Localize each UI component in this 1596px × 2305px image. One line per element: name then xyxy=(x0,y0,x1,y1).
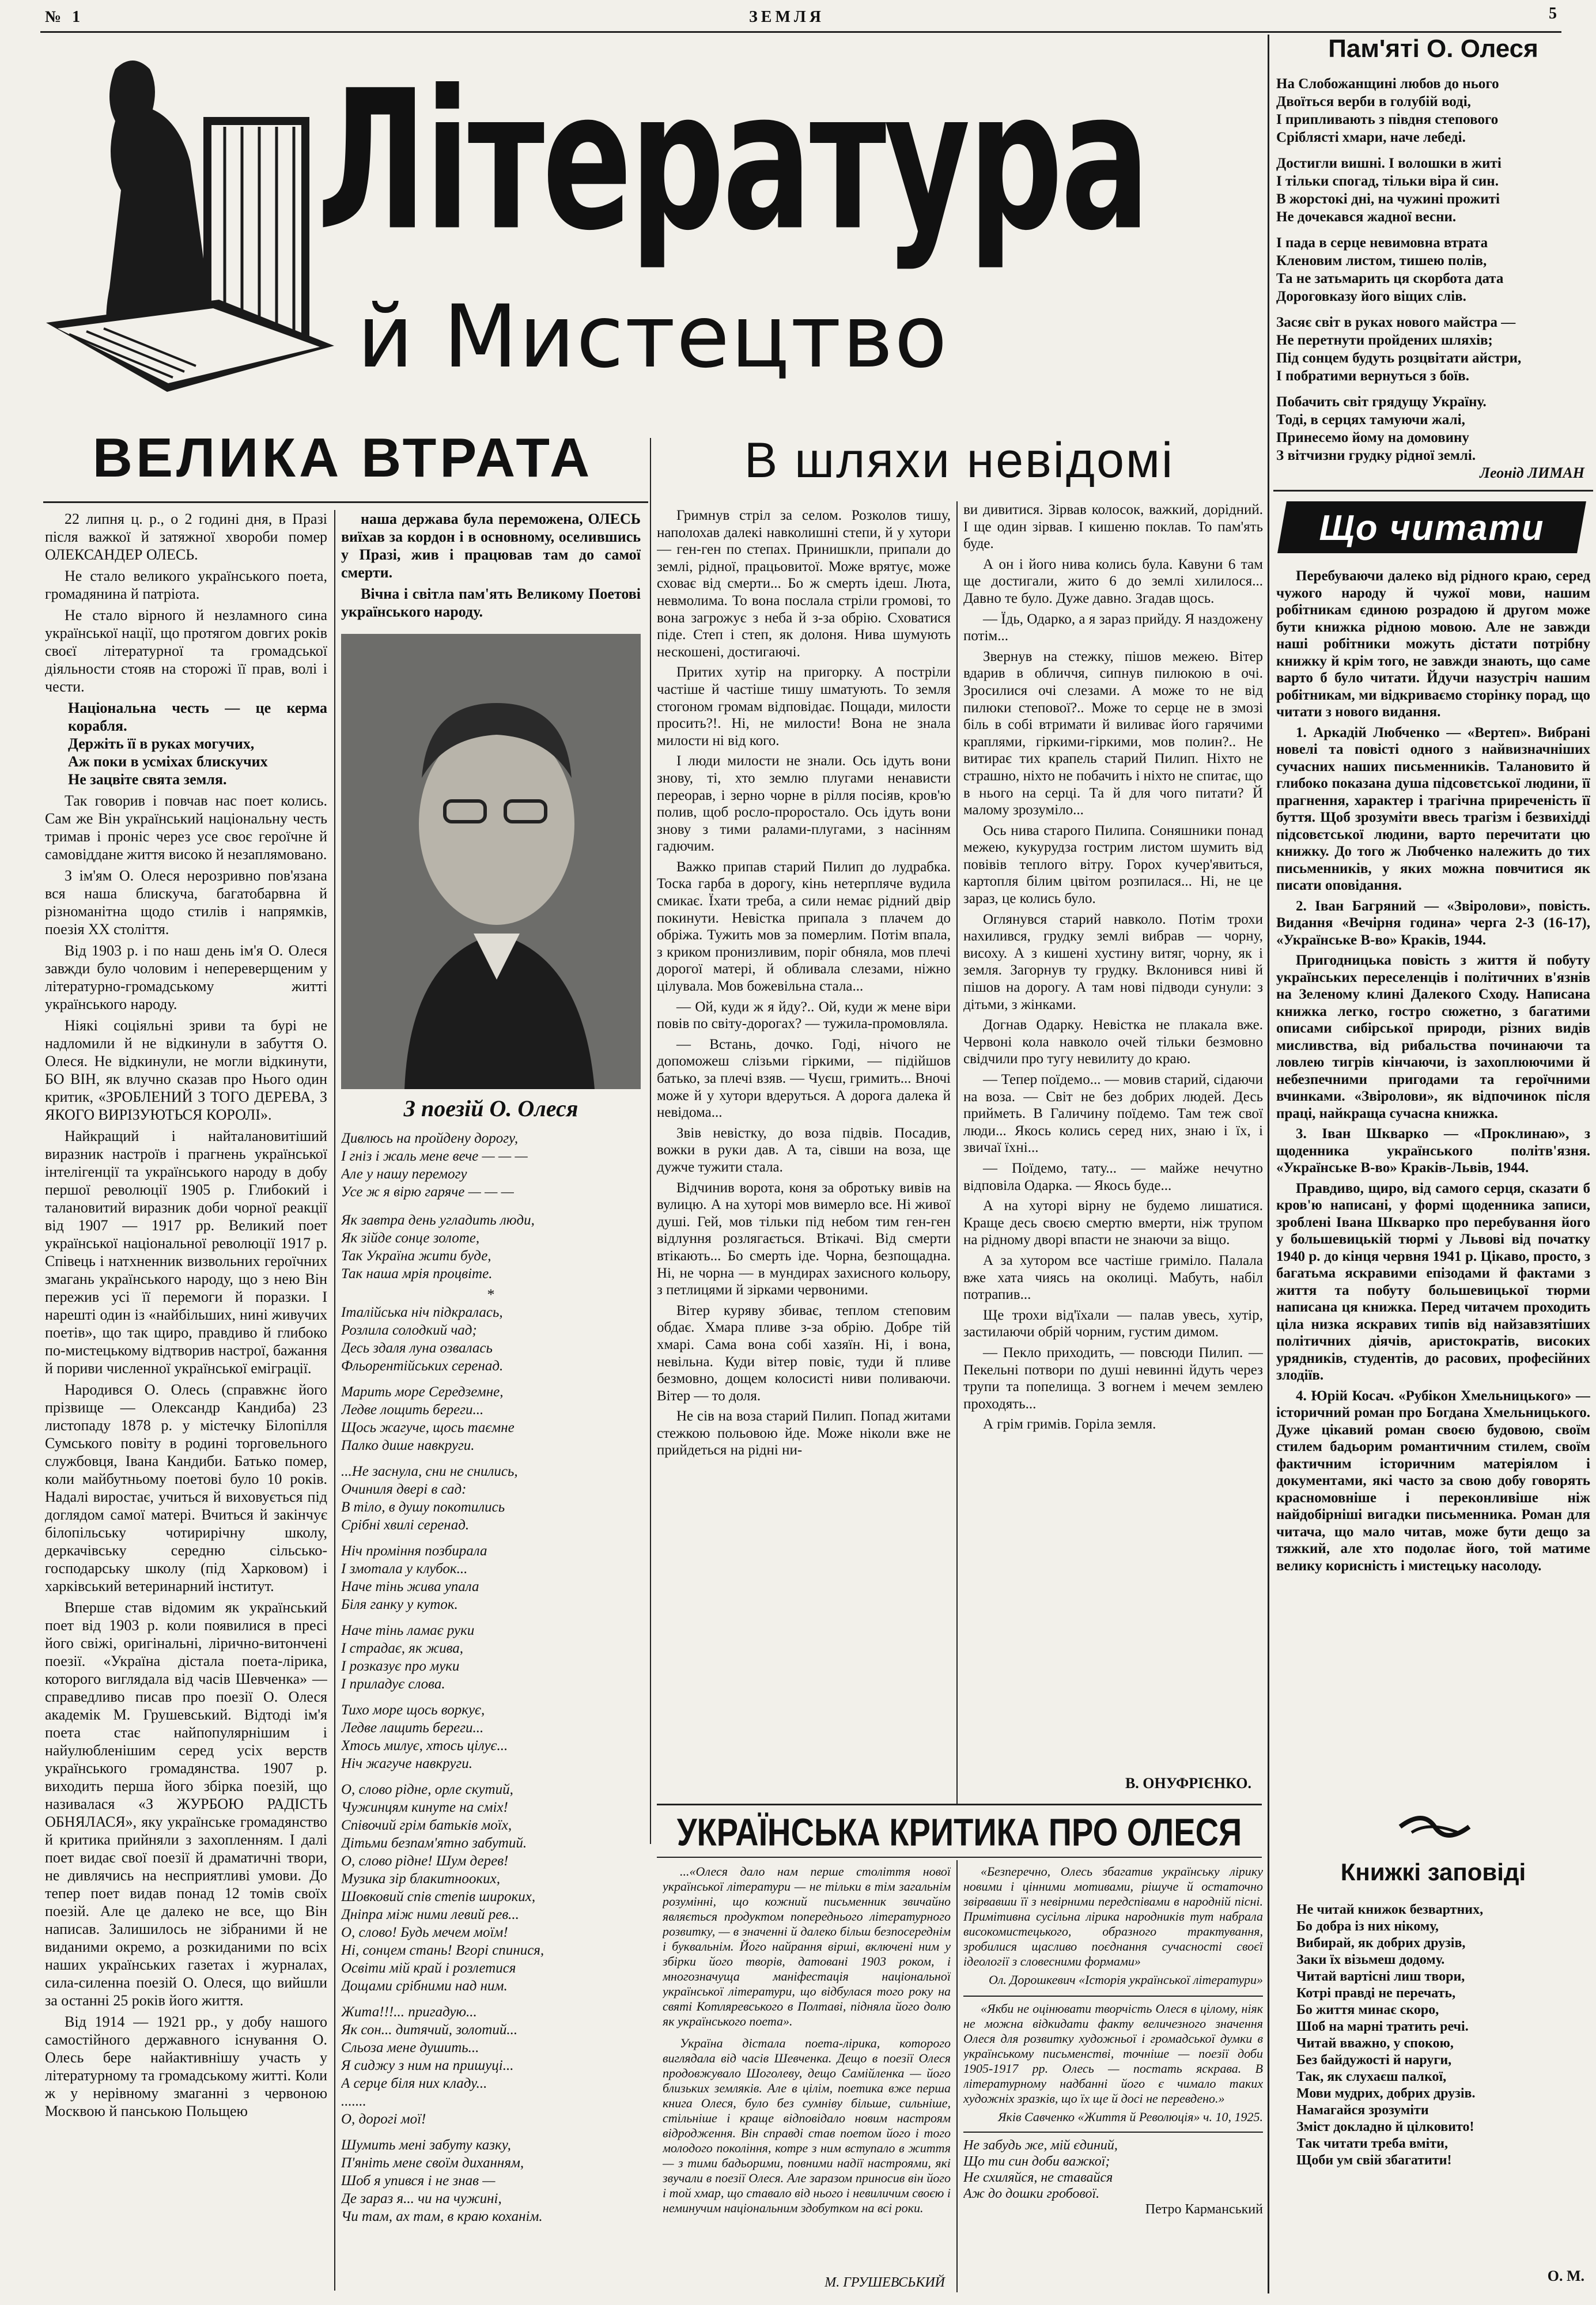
paragraph: Вперше став відомим як український поет від 1903 р. коли появилися в пресі його свіжі, оригінальні, лірично-витончені поезії. «Україна дістала поета-лірика, которого виглядала від часів Шевченка» — справедливо писав про поезії О. Олеся академік М. Грушевський. Відтоді ім'я поета стає найпопулярнішим і найулюбленішим серед усіх верств українського громадянства. 1907 р. виходить перша його збірка поезій, що називалася «З ЖУРБОЮ РАДІСТЬ ОБНЯЛАСЯ», яку українське громадянство й критика прийняли з захопленням. І далі поет видає свої поезії й драматичні твори, не дивлячись на несприятливі умови. До тепер поет видав понад 12 томів своїх поезій. Але це далеко не все, що Він написав. Залишилось не зібраними й не виданими окремо, а розкиданими по всіх наших українських газетах і журналах, сила-силенна поезій О. Олеся, що вийшли за останні 25 років його життя. xyxy=(45,1599,327,2009)
loss-middle-column xyxy=(341,510,641,624)
paragraph: — Пекло приходить, — повсюди Пилип. — Пекельні потвори по душі невинні йдуть через трупи та попелища. З вогнем і мечем землею проходять... xyxy=(963,1344,1263,1412)
loss-headline: ВЕЛИКА ВТРАТА xyxy=(92,427,593,489)
paragraph: Перебуваючи далеко від рідного краю, серед чужого народу й чужої мови, нашим робітникам єдиною розрадою й другом може бути книжка рідною мовою. Але не завжди наші робітники можуть дістати потрібну книжку й крім того, не завжди знають, що саме варто б було читати. Йдучи назустріч нашим робітникам, ми відкриваємо сторінку порад, що читати з нового видання. xyxy=(1276,568,1590,720)
paragraph: Вічна і світла пам'ять Великому Поетові українського народу. xyxy=(341,585,641,620)
poem: Італійська ніч підкралась, Розлила солодкий чад; Десь здаля луна озвалась Фльорентійських серенад. xyxy=(341,1305,504,1374)
book-recommendation: 4. Юрій Косач. «Рубікон Хмельницького» — історичний роман про Богдана Хмельницького. Дуже цікавий роман своєю будовою, своїм стилем бадьорим романтичним стилем, своїм фактичним історичним матеріялом і документами, які часто за свою добу говорять красномовніше і переконливіше ніж найдобірніші вигадки письменника. Роман для читача, що мало читав, може бути дещо за тяжкий, але хто подолає його, той матиме велику корисність і мистецьку насолоду. xyxy=(1276,1388,1590,1574)
paragraph: Догнав Одарку. Невістка не плакала вже. Червоні кола навколо очей тільки безмовно свідчили про тугу невилиту до краю. xyxy=(963,1017,1263,1067)
paragraph: Народився О. Олесь (справжнє його прізвище — Олександр Кандиба) 23 листопаду 1878 р. у містечку Білопілля Сумського повіту в родині торговельного службовця, Івана Кандиби. Батько помер, коли майбутньому поетові було 10 років. Надалі виростає, учиться й виховується під доглядом самої матері. Вчиться й закінчує білопільську чотирирічну школу, деркачівську середню сільсько-господарську школу (під Харковом) і харківський ветеринарний інститут. xyxy=(45,1381,327,1594)
paragraph: Не стало великого українського поета, громадянина й патріота. xyxy=(45,568,327,602)
story-column-2 xyxy=(963,501,1263,1763)
commandments-title: Книжкі заповіді xyxy=(1340,1858,1526,1885)
stanza: І пада в серце невимовна втрата Кленовим листом, тишею полів, Та не затьмарить ця скорбота дата Дороговказу його віщих слів. xyxy=(1276,235,1504,304)
book-recommendation: 1. Аркадій Любченко — «Вертеп». Вибрані новелі та повісті одного з найвизначніших сучасних наших письменників. Талановито й глибоко показана душа підсовєтської людини, її прагнення, характер і трагічна приреченість її буття. Щоб зрозуміти ввесь трагізм і безвихідді підсовєтської людини, варто перечитати цю книжку. До того ж Любченко належить до тих письменників, у яких можна повчитися як писати оповідання. xyxy=(1276,724,1590,893)
criticism-right-column xyxy=(963,1864,1263,2296)
criticism-left-column xyxy=(663,1864,951,2291)
poem: Марить море Середземне, Ледве лощить береги... Щось жагуче, щось таємне Палко дише навкруги. xyxy=(341,1384,515,1453)
paragraph: І люди милости не знали. Ось ідуть вони знову, ті, хто землю плугами ненависти переорав, і зерно чорне в рілля посіяв, кров'ю полив, щоб росло-проростало. Ось ідуть вони знову з тими ралами-плугами, з насінням гадючим. xyxy=(657,753,951,855)
muse-with-harp-illustration xyxy=(35,46,357,403)
paragraph: А на хуторі вірну не будемо лишатися. Краще десь своєю смертю вмерти, ніж трупом на рідному дворі впасти не знаючи за віщо. xyxy=(963,1198,1263,1248)
paper-name: ЗЕМЛЯ xyxy=(749,8,825,26)
paragraph: наша держава була переможена, ОЛЕСЬ виїхав за кордон і в основному, оселившись у Празі, жив і працював там до самої смерти. xyxy=(341,511,641,581)
portrait-caption: З поезій О. Олеся xyxy=(403,1095,578,1121)
paragraph: Не стало вірного й незламного сина української нації, що протягом довгих років своєї літературної та громадської діяльности стояв на сторожі її прав, волі і чести. xyxy=(45,607,327,695)
poem: Дивлюсь на пройдену дорогу, І гніз і жаль мене вече — — — Але у нашу перемогу Усе ж я вірю гаряче — — — xyxy=(341,1131,528,1200)
paragraph: ви дивитися. Зірвав колосок, важкий, дорідний. І ще один зірвав. І кишеню поклав. То пам'ять буде. xyxy=(963,502,1263,552)
paragraph: Гримнув стріл за селом. Розколов тишу, наполохав далекі навколишні степи, й у хутори — ген-ген по степах. Принишкли, припали до землі, рідної, працьовитої. Може врятує, може сховає від смерти... Бо ж смерть ідеш. Люта, невмолима. То вона послала стріли громові, то вона загрожує з неба й з-за обрію. Сховатися піде. Степ і степ, як долоня. Нива шумують нескошені, достигаючі. xyxy=(657,508,951,660)
paragraph: З ім'ям О. Олеся нерозривно пов'язана вся наша блискуча, багатобарвна й різноманітна щодо стилів і напрямків, поезія XX століття. xyxy=(45,867,327,938)
paragraph: Ще трохи від'їхали — палав увесь, хутір, застилаючи обрій чорним, густим димом. xyxy=(963,1307,1263,1340)
story-author: В. ОНУФРІЄНКО. xyxy=(1125,1775,1251,1792)
reading-column xyxy=(1276,568,1590,1881)
poem-author: Петро Карманський xyxy=(1145,2202,1263,2217)
commandments-author: О. М. xyxy=(1547,2268,1584,2284)
quoted-verse: Національна честь — це керма корабля. Держіть її в руках могучих, Аж поки в усміхах блискучих Не зацвіте свята земля. xyxy=(68,700,327,788)
portrait-of-oles xyxy=(341,634,641,1089)
poem: Наче тінь ламає руки І страдає, як жива, І розказує про муки І приладує слова. xyxy=(341,1623,475,1692)
paragraph: А за хутором все частіше гриміло. Палала вже хата чиясь на околиці. Мабуть, набіл потрапив... xyxy=(963,1252,1263,1303)
poem: Жита!!!... пригадую... Як сон... дитячий, золотий... Сльоза мене душить... Я сиджу з ним на пришуці... А серце біля них кладу... ....... О, дорогі мої! xyxy=(341,2004,518,2127)
critic-author: Яків Савченко «Життя й Революція» ч. 10, 1925. xyxy=(998,2110,1263,2124)
stanza: Засяє світ в руках нового майстра — Не перетнути пройдених шляхів; Під сонцем будуть розцвітати айстри, І побратими вернуться з боїв. xyxy=(1276,315,1522,384)
paragraph: — Їдь, Одарко, а я зараз прийду. Я наздожену потім... xyxy=(963,611,1263,644)
paragraph: Так говорив і повчав нас поет колись. Сам же Він український національну честь тримав і проніс через усе своє героїчне й самовіддане життя високо й незаплямовано. xyxy=(45,792,327,863)
paragraph: Оглянувся старий навколо. Потім трохи нахилився, грудку землі вибрав — чорну, висоху. А з кишені хустину витяг, чорну, як і земля. Загорнув ту грудку. Вклонився ниві й пішов на дорогу. А там нові підводи сунули: з дітьми, з жінками. xyxy=(963,911,1263,1012)
book-recommendation: Пригодницька повість з життя й побуту українських переселенців і політичних в'язнів на Зеленому клині Далекого Сходу. Написана книжка легко, гостро сюжетно, з багатими описами сибірської природи, різних видів мисливства, від рибальства починаючи та ловлею тигрів кінчаючи, із захоплюючими й небезпечними пригодами та героїчними вчинками. «Звіролови», як відпочинок після праці, найкраща сучасна книжка. xyxy=(1276,953,1590,1121)
critic-quote: Україна дістала поета-лірика, которого виглядала від часів Шевченка. Дещо в поезії Олеся продовжувало Шоголеву, дещо Самійленка — його близьких земляків. Але в цілім, поетика вже перша книга Олеся, було без сумніву більше, сильніше, стільніше і краще відповідало новим настроям відродження. Він справді став поетом його і того молодого покоління, котре з ним вступало в життя — з тими бадьорими, повними надії настроями, які звучали в поезії Олеся. Але заразом приносив він його і той хмар, що ставало від нього і невиличим своєю і неминучим національним здобутком на всі роки. xyxy=(663,2036,951,2215)
paragraph: — Поїдемо, тату... — майже нечутно відповіла Одарка. — Якось буде... xyxy=(963,1160,1263,1193)
masthead xyxy=(35,46,1262,403)
paragraph: Найкращий і найталановитіший виразник настроїв і прагнень української інтелігенції та українського народу в добу першої революції 1905 р. Глибокий і талановитий виразник доби чорної реакції від 1907 — 1917 рр. Великий поет української національної революції 1917 р. Співець і натхненник визвольних героїчних змагань українського народу, що з нею Він пережив усі її перемоги й поразки. І нарешті один із «найбільших, нині живучих поетів», що так щиро, правдиво й глибоко по-мистецькому відтворив настрої, бажання й пориви численної української еміграції. xyxy=(45,1128,327,1377)
critic-author: Ол. Дорошкевич «Історія української літератури» xyxy=(988,1973,1263,1987)
paragraph: Звів невістку, до воза підвів. Посадив, вожки в руки дав. А та, сівши на воза, ще дужче тужити стала. xyxy=(657,1125,951,1175)
page-number: 5 xyxy=(1549,5,1560,22)
paragraph: Вітер куряву збиває, теплом степовим обдає. Хмара пливе з-за обрію. Добре тій хмарі. Сама вона собі хазяїн. Ні, і вона, невільна. Куди вітер повіє, туди й пливе безмовно, дощем колосисті ниви поливаючи. Вітер — то доля. xyxy=(657,1302,951,1404)
paragraph: — Ой, куди ж я йду?.. Ой, куди ж мене віри повів по світу-дорогах? — тужила-промовляла. xyxy=(657,999,951,1032)
stanza: Достигли вишні. І волошки в житі І тільки спогад, тільки віра й син. В жорстокі дні, на чужині прожиті Не дочекався жадної весни. xyxy=(1276,156,1502,225)
poems-column xyxy=(341,1129,641,2293)
poem: ...Не заснула, сни не снились, Очиниля двері в сад: В тіло, в душу покотились Срібні хвилі серенад. xyxy=(341,1464,518,1533)
poem: О, слово рідне, орле скутий, Чужинцям кинуте на сміх! Співочий грім батьків моїх, Дітьми безпам'ятно забутий. О, слово рідне! Шум дерев! Музика зір блакитнооких, Шовковий спів степів широких, Дніпра між ними левий рев... О, слово! Будь мечем моїм! Ні, сонцем стань! Вгорі спинися, Освіти мій край і розлетися Дощами срібними над ним. xyxy=(341,1782,544,1994)
masthead-line2: й Мистецтво xyxy=(357,287,948,387)
commandments-poem: Не читай книжок безвартних, Бо добра із них нікому, Вибирай, як добрих друзів, Заки їх візьмеш додому. Читай вартісні лиш твори, Котрі правді не перечать, Бо життя минає скоро, Шоб на марні тратить речі. Читай вважно, у спокою, Без байдужості й наруги, Так, як слухаєш палкої, Мови мудрих, добрих друзів. Намагайся зрозуміти Зміст докладно й цілковито! Так читати треба вміти, Щоби ум свій збагатити! xyxy=(1296,1902,1484,2168)
poem: Не забудь же, мій єдиний, Що ти син доби важкої; Не схиляйся, не ставайся Аж до дошки гробової. xyxy=(963,2138,1118,2201)
book-recommendation: 3. Іван Шкварко — «Проклинаю», з щоденника українського політв'язня. «Українське В-во» Краків-Львів, 1944. xyxy=(1276,1126,1590,1176)
paragraph: А он і його нива колись була. Кавуни 6 там ще достигали, жито 6 до землі хилилося... Давно те було. Дуже давно. Згадав щось. xyxy=(963,556,1263,606)
paragraph: Ніякі соціяльні зриви та бурі не надломили й не відкинули в забуття О. Олеся. Не відкинули, не могли відкинути, БО ВІН, як влучно сказав про Нього один критик, «ЗРОБЛЕНИЙ З ТОГО ДЕРЕВА, З ЯКОГО ВИРІЗУЮТЬСЯ КОРОЛІ». xyxy=(45,1017,327,1123)
paragraph: Звернув на стежку, пішов межею. Вітер вдарив в обличчя, сипнув пилюкою в очі. Зросилися очі слезами. А може то не від пилюки степової?.. Може то серце не в змозі біль в собі втримати й виливає його гарячими краплями, гіркими-гіркими, мов полин?.. Не витирає тих крапель старий Пилип. Ніхто не страшно, ніхто не побачить і ніхто не спитає, що в нього на серці. Та й для чого питати? Й малому зрозуміло... xyxy=(963,648,1263,818)
critic-quote: «Якби не оцінювати творчість Олеся в цілому, ніяк не можна відкидати факту величезного значення Олеся для розвитку художньої і громадської думки в українському письменстві, точніше — поезії доби 1905-1917 рр. Олесь — постать яскрава. В літературному надбанні його є чимало таких художніх зразків, що їх ще й досі не перевдено.» xyxy=(963,2001,1263,2106)
story-headline: В шляхи невідомі xyxy=(744,433,1175,488)
memory-title: Пам'яті О. Олеся xyxy=(1328,35,1538,63)
critic-quote: ...«Олеся дало нам перше століття нової української літератури — не тільки в тім загальнім розумінні, що кожний письменник звичайно являється продуктом попереднього літературного розвитку, — в значенні й далеко більш безпосереднім і буквальнім. Його найрання вірші, включені ним у збірки його творів, датовані 1903 роком, і многозначуща маніфестація національної української літератури, що відбулася того року на святі Котляревського в Полтаві, підняла його долю як українського поета». xyxy=(663,1864,951,2028)
paragraph: Притих хутір на пригорку. А постріли частіше й частіше тишу шматують. То земля стогоном громам відповідає. Пощади, милости просить?!. Ні, не милости! Вона не знала милости ні від кого. xyxy=(657,664,951,749)
paragraph: Відчинив ворота, коня за обротьку вивів на вулицю. А на хуторі мов вимерло все. Ні живої душі. Гей, мов тільки під небом тим ген-ген відлуння розлягається. Втікачі. Від смерти втікають... Бо смерть іде. Чорна, безпощадна. Ні, не чорна — в мундирах захисного кольору, з петлицями й зірками червоними. xyxy=(657,1180,951,1298)
poem: Як завтра день угладить люди, Як зійде сонце золоте, Так Україна жити буде, Так наша мрія процвіте. xyxy=(341,1212,535,1282)
poem: Шумить мені забуту казку, П'яніть мене своїм диханням, Шоб я упився і не знав — Де зараз я... чи на чужині, Чи там, ах там, в краю коханім. xyxy=(341,2137,543,2224)
issue-number: № 1 xyxy=(45,8,84,26)
stanza: Побачить світ грядущу Україну. Тоді, в серцях тамуючи жалі, Принесемо йому на домовину З вітчизни грудку рідної землі. xyxy=(1276,394,1487,463)
decorative-ornament xyxy=(1394,1809,1475,1844)
paragraph: Важко припав старий Пилип до лудрабка. Тоска гарба в дорогу, кінь нетерпляче вудила смикає. Їхати треба, а сили немає рідний двір покинути. Невістка припала з плачем до обріжа. Тужить мов за померлим. Потім впала, з криком пронизливим, поріг обняла, мов плечі дорогої матері, й обливала слезами, ніжно цілувала. Мов божевільна стала... xyxy=(657,859,951,995)
poem: Ніч проміння позбирала І змотала у клубок... Наче тінь жива упала Біля ганку у куток. xyxy=(341,1543,487,1612)
paragraph: Від 1914 — 1921 рр., у добу нашого самостійного державного існування О. Олесь бере найактивнішу участь у літературному та громадському житті. Коли ж у нерівному змаганні з червоною Москвою й панською Польщею xyxy=(45,2013,327,2119)
paragraph: Ось нива старого Пилипа. Соняшники понад межею, кукурудза гострим листом шумить від повівів теплого вітру. Горох кучер'явиться, картопля білим цвітом розпилася... Ні, не це зараз, це колись було. xyxy=(963,822,1263,907)
loss-left-column xyxy=(45,510,327,2291)
criticism-headline: УКРАЇНСЬКА КРИТИКА ПРО ОЛЕСЯ xyxy=(676,1810,1242,1854)
poem: Тихо море щось воркує, Ледве лащить береги... Хтось милує, хтось цілує... Ніч жагуче навкруги. xyxy=(341,1702,508,1771)
paragraph: Від 1903 р. і по наш день ім'я О. Олеся завжди було чоловим і непереверщеним у літературно-громадському житті українського народу. xyxy=(45,942,327,1012)
book-recommendation: 2. Іван Багряний — «Звіролови», повість. Видання «Вечірня година» черга 2-3 (16-17), «Українське В-во» Краків, 1944. xyxy=(1276,898,1590,948)
paragraph: Не сів на воза старий Пилип. Попад житами стежкою польовою йде. Може ніколи вже не прийдеться на рідні ни- xyxy=(657,1408,951,1458)
critic-quote: «Безперечно, Олесь збагатив українську лірику новими і цінними мотивами, рішуче й остаточно звірвавши її з невірними передспівами в народній пісні. Примітивна сусільна лірика народників тут набрала високомистецького, образного трактування, зробилися щасливо поєднання сучасності своєї ідеології з словесними формами» xyxy=(963,1864,1263,1968)
paragraph: — Тепер поїдемо... — мовив старий, сідаючи на воза. — Світ не без добрих людей. Десь прийметь. В Галичину поїдемо. Там теж свої люди... Якось колись серед них, знаю і їх, і звичаї їхні... xyxy=(963,1072,1263,1156)
stanza: На Слобожанщині любов до нього Двоїться верби в голубій воді, І припливають з півдня степового Сріблясті хмари, наче лебеді. xyxy=(1276,76,1499,145)
paragraph: А грім гримів. Горіла земля. xyxy=(983,1416,1156,1433)
separator-star: * xyxy=(487,1286,495,1303)
reading-title: Що читати xyxy=(1319,508,1545,548)
memory-poem xyxy=(1276,75,1590,482)
memory-author: Леонід ЛИМАН xyxy=(1480,464,1584,481)
critic-author: М. ГРУШЕВСЬКИЙ xyxy=(825,2275,945,2290)
portrait-photo xyxy=(341,634,641,1089)
paragraph: 22 липня ц. р., о 2 годині дня, в Празі після важкої й затяжної хвороби помер ОЛЕКСАНДЕР ОЛЕСЬ. xyxy=(45,511,327,563)
story-column-1 xyxy=(657,507,951,1798)
paragraph: — Встань, дочко. Годі, нічого не допоможеш слізьми гіркими, — підійшов батько, за плечі взяв. — Чуєш, гримить... Вночі може й у хутори вдеруться. А дорога далека й невідома... xyxy=(657,1036,951,1121)
book-recommendation: Правдиво, щиро, від самого серця, сказати б кров'ю написані, у формі щоденника записи, зроблені Івана Шкварко про перебування його у большевицькій тюрмі у Львові від початку 1940 р. до кінця червня 1941 р. Цікаво, просто, з багатьма яскравими епізодами й фактами з життя та побуту большевицької тюрми написана ця книжка. Перед читачем проходить ціла низка яскравих типів від найзавзятіших політичних діячів, аристократів, високих урядників, студентів, до расових, професійних злодіїв. xyxy=(1276,1180,1590,1383)
masthead-line1: Література xyxy=(317,50,1148,274)
